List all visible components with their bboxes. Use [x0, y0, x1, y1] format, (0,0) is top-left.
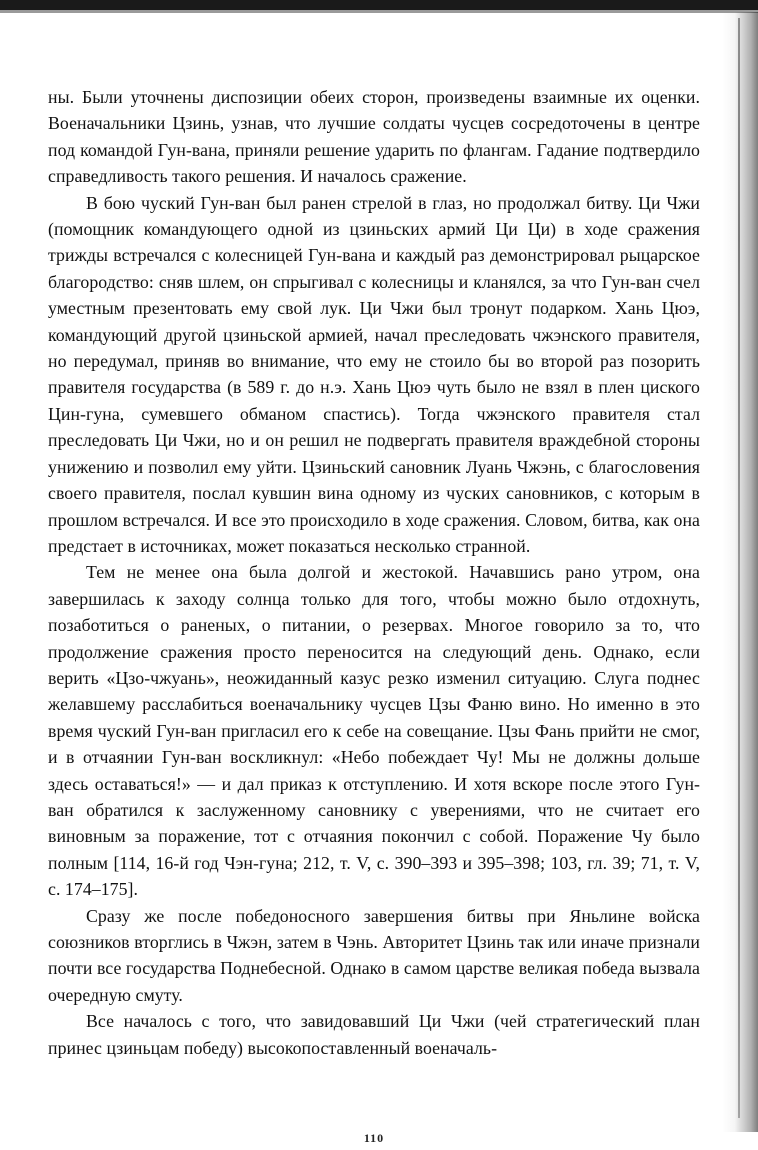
page-edge-shadow — [722, 12, 758, 1132]
paragraph-unrest: Все началось с того, что завидовавший Ци Чжи (чей стратегический план принес цзиньцам победу) высокопоставленный военачаль- — [48, 1011, 700, 1058]
paragraph-aftermath: Сразу же после победоносного завершения битвы при Яньлине войска союзников вторглись в Чжэн, затем в Чэнь. Авторитет Цзинь так или иначе признали почти все государства Поднебесной. Однако в самом царстве великая победа вызвала очередную смуту. — [48, 905, 700, 1005]
paragraph-continuation: ны. Были уточнены диспозиции обеих сторон, произведены взаимные их оценки. Военачальники Цзинь, узнав, что лучшие солдаты чусцев сосредоточены в центре под командой Гун-вана, приняли решение ударить по флангам. Гадание подтвердило справедливость такого решения. И началось сражение. — [48, 87, 700, 187]
paragraph-retreat: Тем не менее она была долгой и жестокой. Начавшись рано утром, она завершилась к заходу солнца только для того, чтобы можно было отдохнуть, позаботиться о раненых, о питании, о резервах. Многое говорило за то, что продолжение сражения просто переносится на следующий день. Однако, если верить «Цзо-чжуань», неожиданный казус резко изменил ситуацию. Слуга поднес желавшему расслабиться военачальнику чусцев Цзы Фаню вино. Но именно в это время чуский Гун-ван пригласил его к себе на совещание. Цзы Фань прийти не смог, и в отчаянии Гун-ван воскликнул: «Небо побеждает Чу! Мы не должны дольше здесь оставаться!» — и дал приказ к отступлению. И хотя вскоре после этого Гун-ван обратился к заслуженному сановнику с уверениями, что не считает его виновным за поражение, тот с отчаяния покончил с собой. Поражение Чу было полным [114, 16-й год Чэн-гуна; 212, т. V, с. 390–393 и 395–398; 103, гл. 39; 71, т. V, с. 174–175]. — [48, 562, 700, 900]
scan-top-border-shade — [0, 10, 758, 13]
scan-top-border — [0, 0, 758, 10]
paragraph-battle: В бою чуский Гун-ван был ранен стрелой в глаз, но продолжал битву. Ци Чжи (помощник командующего одной из цзиньских армий Ци Ци) в ходе сражения трижды встречался с колесницей Гун-вана и каждый раз демонстрировал рыцарское благородство: сняв шлем, он спрыгивал с колесницы и кланялся, за что Гун-ван счел уместным презентовать ему свой лук. Ци Чжи был тронут подарком. Хань Цюэ, командующий другой цзиньской армией, начал преследовать чжэнского правителя, но передумал, приняв во внимание, что ему не стоило бы во второй раз позорить правителя государства (в 589 г. до н.э. Хань Цюэ чуть было не взял в плен циского Цин-гуна, сумевшего обманом спастись). Тогда чжэнского правителя стал преследовать Ци Чжи, но и он решил не подвергать правителя враждебной стороны унижению и позволил ему уйти. Цзиньский сановник Луань Чжэнь, с благословения своего правителя, послал кувшин вина одному из чуских сановников, с которым в прошлом встречался. И все это происходило в ходе сражения. Словом, битва, как она предстает в источниках, может показаться несколько странной. — [48, 192, 700, 556]
page-edge-line — [738, 18, 740, 1118]
page-body — [48, 84, 700, 1061]
page-number: 110 — [363, 1131, 385, 1145]
